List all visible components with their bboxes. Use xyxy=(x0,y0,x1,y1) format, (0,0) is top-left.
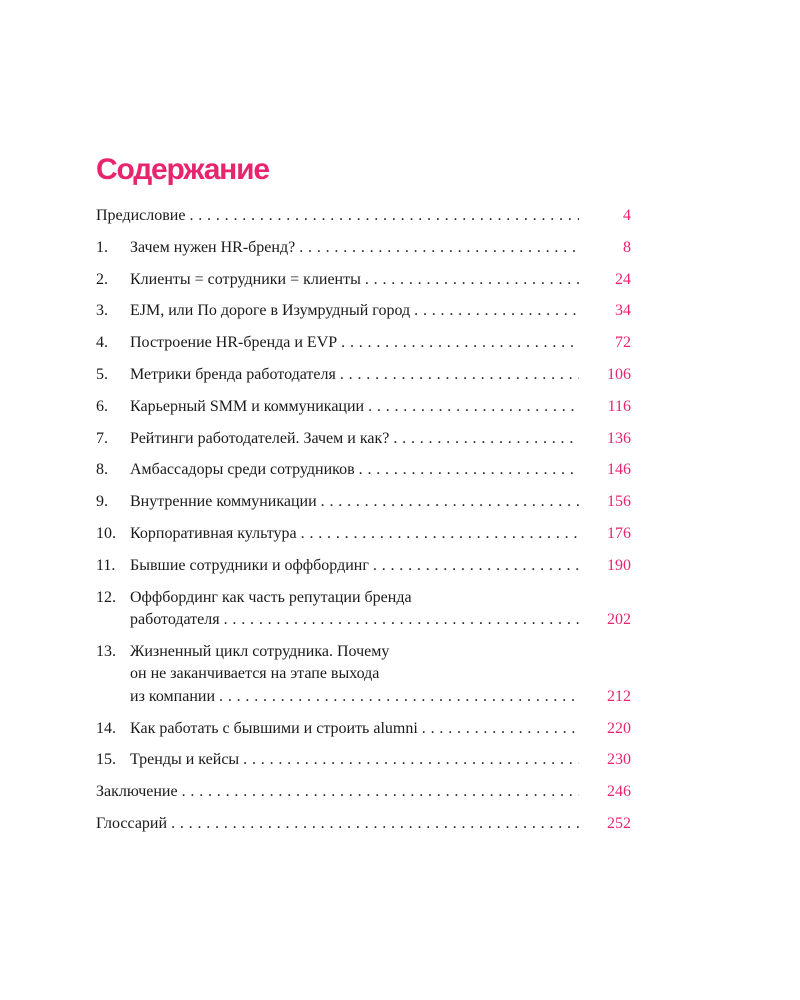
toc-entry-final-line xyxy=(130,555,579,578)
dot-leader xyxy=(219,686,579,709)
toc-entry-page-number: 24 xyxy=(615,270,631,288)
toc-entry-number: 5. xyxy=(96,365,108,383)
toc-entry-body xyxy=(130,491,579,514)
toc-entry-number: 12. xyxy=(96,588,116,606)
toc-entry-final-line xyxy=(96,781,579,804)
toc-entry-title: из компании xyxy=(130,687,216,705)
toc-entry-final-line xyxy=(130,332,579,355)
toc-entry-title: Амбассадоры среди сотрудников xyxy=(130,461,355,479)
toc-entry-body xyxy=(130,269,579,292)
toc-entry-number: 7. xyxy=(96,429,108,447)
toc-entry-body xyxy=(130,364,579,387)
toc-entry-final-line xyxy=(130,459,579,482)
toc-entry-final-line xyxy=(130,396,579,419)
toc-entry-title: Карьерный SMM и коммуникации xyxy=(130,397,365,415)
dot-leader xyxy=(373,555,579,578)
toc-entry-page-number: 176 xyxy=(607,524,631,542)
toc-entry-number: 2. xyxy=(96,270,108,288)
toc-entry-final-line xyxy=(96,813,579,836)
toc-entry-title: Рейтинги работодателей. Зачем и как? xyxy=(130,429,390,447)
toc-entry-number: 4. xyxy=(96,334,108,352)
toc-entry-body xyxy=(130,523,579,546)
toc-entry-title-line: Оффбординг как часть репутации бренда xyxy=(130,588,412,606)
toc-entry-title: Клиенты = сотрудники = клиенты xyxy=(130,270,361,288)
toc-entry-body xyxy=(130,641,579,709)
toc-entry-page-number: 72 xyxy=(615,334,631,352)
toc-entry-title: Заключение xyxy=(96,783,178,801)
toc-entry-number: 13. xyxy=(96,642,116,660)
toc-entry-title-line: он не заканчивается на этапе выхода xyxy=(130,665,380,683)
toc-entry-body xyxy=(130,718,579,741)
toc-entry[interactable] xyxy=(96,300,631,323)
toc-entry-number: 3. xyxy=(96,302,108,320)
dot-leader xyxy=(171,813,579,836)
toc-entry-page-number: 156 xyxy=(607,493,631,511)
toc-entry[interactable] xyxy=(96,718,631,741)
toc-entry-number: 9. xyxy=(96,493,108,511)
toc-entry[interactable] xyxy=(96,428,631,451)
toc-entry-final-line xyxy=(130,718,579,741)
toc-entry-page-number: 8 xyxy=(623,238,631,256)
toc-entry-page-number: 220 xyxy=(607,719,631,737)
toc-entry-number: 8. xyxy=(96,461,108,479)
toc-entry-title: работодателя xyxy=(130,611,220,629)
toc-entry-number: 10. xyxy=(96,524,116,542)
dot-leader xyxy=(189,205,579,228)
toc-entry-page-number: 190 xyxy=(607,556,631,574)
table-of-contents xyxy=(96,205,631,845)
toc-entry-body xyxy=(130,459,579,482)
toc-entry-title-line: Жизненный цикл сотрудника. Почему xyxy=(130,642,390,660)
toc-entry-final-line xyxy=(130,749,579,772)
dot-leader xyxy=(299,237,579,260)
toc-entry-title: EJM, или По дороге в Изумрудный город xyxy=(130,302,411,320)
toc-entry-body xyxy=(130,555,579,578)
toc-entry[interactable] xyxy=(96,205,631,228)
dot-leader xyxy=(301,523,579,546)
toc-entry-body xyxy=(130,300,579,323)
toc-entry-page-number: 212 xyxy=(607,687,631,705)
toc-entry-final-line xyxy=(130,300,579,323)
toc-entry[interactable] xyxy=(96,396,631,419)
toc-entry-final-line xyxy=(130,269,579,292)
toc-entry-body xyxy=(130,428,579,451)
toc-entry-final-line xyxy=(130,491,579,514)
toc-entry-body xyxy=(130,332,579,355)
toc-entry[interactable] xyxy=(96,364,631,387)
toc-entry-number: 15. xyxy=(96,751,116,769)
dot-leader xyxy=(340,364,579,387)
toc-entry[interactable] xyxy=(96,555,631,578)
toc-entry-number: 11. xyxy=(96,556,116,574)
page-title: Содержание xyxy=(96,153,269,187)
dot-leader xyxy=(224,609,579,632)
toc-entry[interactable] xyxy=(96,781,631,804)
toc-entry[interactable] xyxy=(96,813,631,836)
toc-entry-title: Корпоративная культура xyxy=(130,524,297,542)
toc-entry-body xyxy=(96,781,579,804)
dot-leader xyxy=(182,781,579,804)
toc-entry[interactable] xyxy=(96,587,631,632)
dot-leader xyxy=(365,269,579,292)
toc-entry-final-line xyxy=(130,364,579,387)
toc-entry-body xyxy=(130,749,579,772)
toc-entry-title: Зачем нужен HR-бренд? xyxy=(130,238,296,256)
toc-entry-final-line xyxy=(130,523,579,546)
toc-entry-page-number: 106 xyxy=(607,365,631,383)
toc-entry-number: 1. xyxy=(96,238,108,256)
toc-entry-body xyxy=(130,237,579,260)
toc-entry-final-line xyxy=(130,237,579,260)
toc-entry-title: Тренды и кейсы xyxy=(130,751,240,769)
dot-leader xyxy=(359,459,579,482)
toc-entry[interactable] xyxy=(96,269,631,292)
toc-entry-body xyxy=(96,205,579,228)
toc-entry-number: 14. xyxy=(96,719,116,737)
toc-entry-title: Внутренние коммуникации xyxy=(130,493,317,511)
dot-leader xyxy=(321,491,579,514)
toc-entry[interactable] xyxy=(96,523,631,546)
toc-entry-page-number: 202 xyxy=(607,611,631,629)
toc-entry-page-number: 34 xyxy=(615,302,631,320)
toc-entry[interactable] xyxy=(96,237,631,260)
toc-entry-page-number: 4 xyxy=(623,207,631,224)
toc-entry-page-number: 230 xyxy=(607,751,631,769)
toc-entry-title: Как работать с бывшими и строить alumni xyxy=(130,719,418,737)
toc-entry-page-number: 252 xyxy=(607,815,631,833)
toc-entry-title: Построение HR-бренда и EVP xyxy=(130,334,338,352)
toc-entry-number: 6. xyxy=(96,397,108,415)
toc-entry[interactable] xyxy=(96,332,631,355)
toc-entry-title: Предисловие xyxy=(96,207,186,224)
toc-entry-page-number: 136 xyxy=(607,429,631,447)
toc-entry-final-line xyxy=(96,205,579,228)
toc-entry-title: Глоссарий xyxy=(96,815,168,833)
dot-leader xyxy=(368,396,579,419)
toc-entry-page-number: 146 xyxy=(607,461,631,479)
dot-leader xyxy=(393,428,579,451)
toc-entry-final-line xyxy=(130,609,579,632)
toc-entry-final-line xyxy=(130,686,579,709)
dot-leader xyxy=(341,332,579,355)
toc-entry[interactable] xyxy=(96,459,631,482)
toc-entry[interactable] xyxy=(96,491,631,514)
dot-leader xyxy=(414,300,579,323)
toc-entry-body xyxy=(130,396,579,419)
dot-leader xyxy=(422,718,579,741)
toc-entry-body xyxy=(130,587,579,632)
toc-entry-final-line xyxy=(130,428,579,451)
toc-entry[interactable] xyxy=(96,641,631,709)
dot-leader xyxy=(243,749,579,772)
toc-entry-title: Бывшие сотрудники и оффбординг xyxy=(130,556,369,574)
toc-entry-body xyxy=(96,813,579,836)
toc-entry-page-number: 246 xyxy=(607,783,631,801)
toc-entry[interactable] xyxy=(96,749,631,772)
toc-entry-page-number: 116 xyxy=(607,397,631,415)
toc-entry-title: Метрики бренда работодателя xyxy=(130,365,336,383)
